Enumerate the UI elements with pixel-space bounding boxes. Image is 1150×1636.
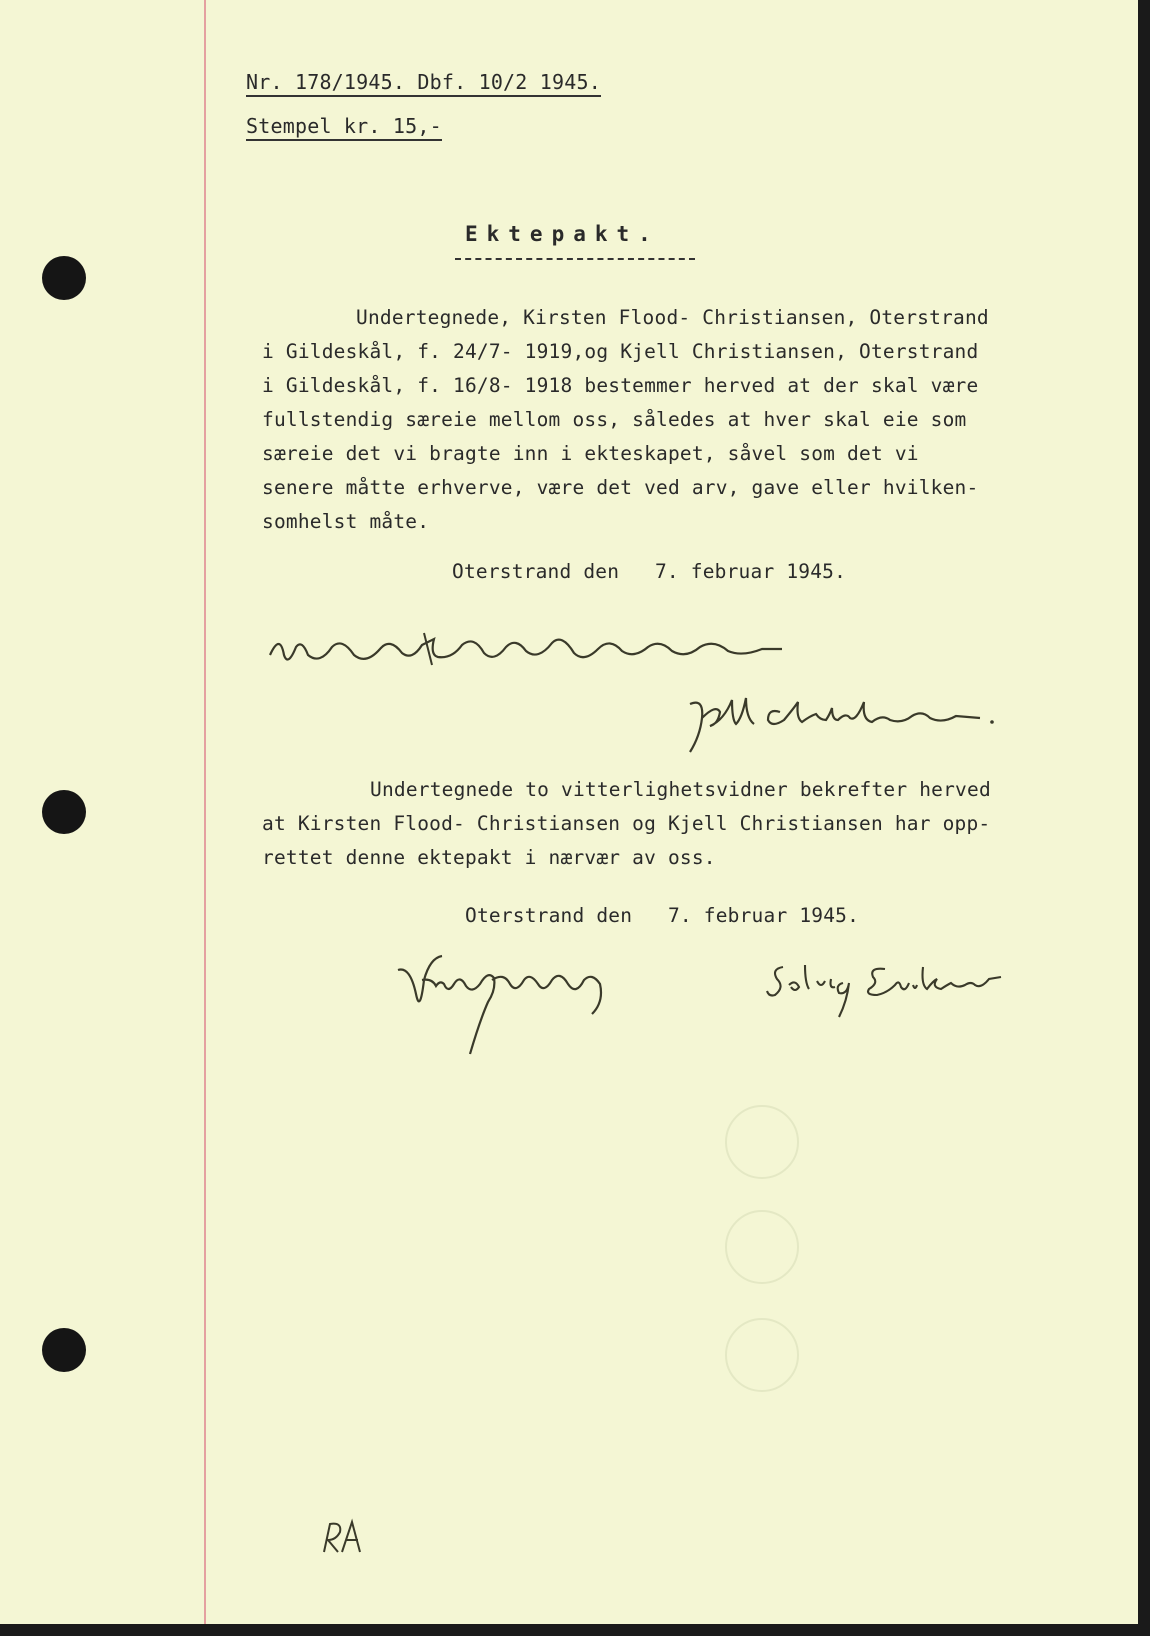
- signature-kirsten: [262, 625, 792, 680]
- registry-line: Nr. 178/1945. Dbf. 10/2 1945.: [246, 70, 601, 97]
- paragraph-line: i Gildeskål, f. 16/8- 1918 bestemmer herved at der skal være: [262, 374, 979, 397]
- faint-stamp-mark: [725, 1105, 799, 1179]
- title-underline: [455, 258, 695, 260]
- paragraph-line: Undertegnede to vitterlighetsvidner bekrefter herved: [370, 778, 991, 801]
- punch-hole: [42, 790, 86, 834]
- place-date: Oterstrand den 7. februar 1945.: [452, 560, 847, 583]
- initials-ra: [320, 1518, 370, 1558]
- document-title: Ektepakt.: [465, 222, 660, 246]
- signature-witness-2: [765, 955, 1005, 1025]
- paragraph-line: somhelst måte.: [262, 510, 430, 533]
- signature-kjell: [680, 690, 1000, 760]
- signature-witness-1: [392, 950, 622, 1070]
- stamp-line: Stempel kr. 15,-: [246, 114, 442, 141]
- paragraph-line: i Gildeskål, f. 24/7- 1919,og Kjell Christiansen, Oterstrand: [262, 340, 979, 363]
- faint-stamp-mark: [725, 1210, 799, 1284]
- paragraph-line: rettet denne ektepakt i nærvær av oss.: [262, 846, 716, 869]
- punch-hole: [42, 256, 86, 300]
- punch-hole: [42, 1328, 86, 1372]
- margin-line: [204, 0, 206, 1624]
- paragraph-line: at Kirsten Flood- Christiansen og Kjell Christiansen har opp-: [262, 812, 991, 835]
- paragraph-line: senere måtte erhverve, være det ved arv, gave eller hvilken-: [262, 476, 979, 499]
- faint-stamp-mark: [725, 1318, 799, 1392]
- place-date: Oterstrand den 7. februar 1945.: [465, 904, 860, 927]
- paragraph-line: Undertegnede, Kirsten Flood- Christiansen, Oterstrand: [356, 306, 989, 329]
- paragraph-line: fullstendig særeie mellom oss, således at hver skal eie som: [262, 408, 967, 431]
- paragraph-line: særeie det vi bragte inn i ekteskapet, såvel som det vi: [262, 442, 919, 465]
